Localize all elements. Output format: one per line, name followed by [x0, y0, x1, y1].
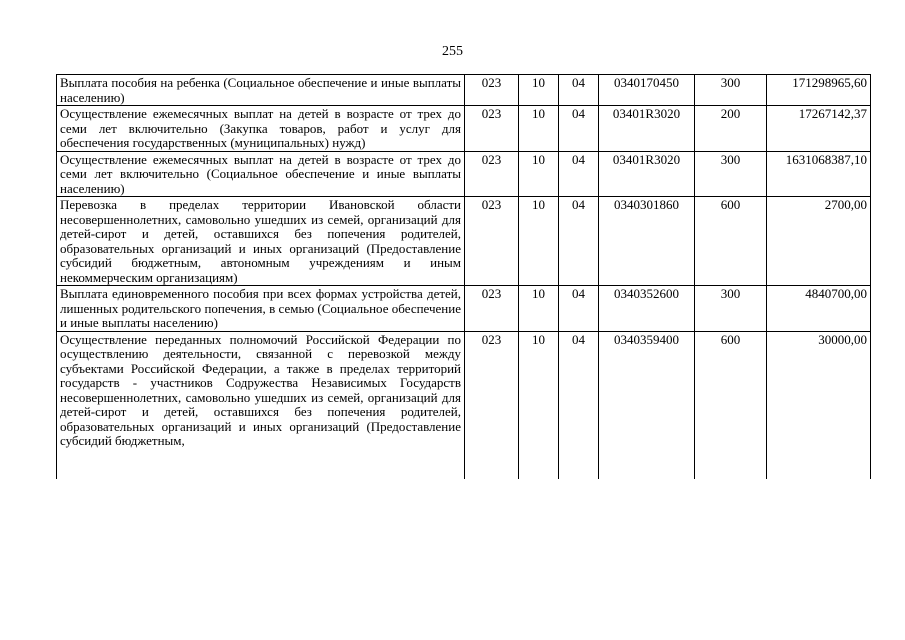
section-code: 10 — [519, 75, 559, 106]
subsection-code: 04 — [559, 197, 599, 286]
amount: 30000,00 — [767, 331, 871, 479]
table-row — [57, 197, 871, 286]
expense-type-code: 600 — [695, 197, 767, 286]
subsection-code: 04 — [559, 106, 599, 152]
target-article-code: 0340301860 — [599, 197, 695, 286]
ministry-code: 023 — [465, 75, 519, 106]
ministry-code: 023 — [465, 151, 519, 197]
row-description: Перевозка в пределах территории Ивановской области несовершеннолетних, самовольно ушедших из семей, организаций для детей-сирот и детей, оставшихся без попечения родителей, образовательных организаций и иных организаций (Предоставление субсидий бюджетным, автономным учреждениям и иным некоммерческим организациям) — [57, 197, 465, 286]
row-description: Осуществление ежемесячных выплат на детей в возрасте от трех до семи лет включительно (Закупка товаров, работ и услуг для обеспечения государственных (муниципальных) нужд) — [57, 106, 465, 152]
expense-type-code: 300 — [695, 151, 767, 197]
section-code: 10 — [519, 151, 559, 197]
section-code: 10 — [519, 106, 559, 152]
subsection-code: 04 — [559, 331, 599, 479]
amount: 4840700,00 — [767, 286, 871, 332]
row-description: Осуществление переданных полномочий Российской Федерации по осуществлению деятельности, связанной с перевозкой между субъектами Российской Федерации, а также в пределах территорий государств - участников Содружества Независимых Государств несовершеннолетних, самовольно ушедших из семей, организаций для детей-сирот и детей, оставшихся без попечения родителей, образовательных организаций и иных организаций (Предоставление субсидий бюджетным, — [57, 331, 465, 479]
expense-type-code: 200 — [695, 106, 767, 152]
ministry-code: 023 — [465, 197, 519, 286]
ministry-code: 023 — [465, 106, 519, 152]
table-row — [57, 75, 871, 106]
target-article-code: 03401R3020 — [599, 106, 695, 152]
row-description: Осуществление ежемесячных выплат на детей в возрасте от трех до семи лет включительно (Социальное обеспечение и иные выплаты населению) — [57, 151, 465, 197]
target-article-code: 0340359400 — [599, 331, 695, 479]
budget-table — [56, 74, 871, 479]
amount: 171298965,60 — [767, 75, 871, 106]
target-article-code: 0340170450 — [599, 75, 695, 106]
expense-type-code: 300 — [695, 75, 767, 106]
amount: 2700,00 — [767, 197, 871, 286]
ministry-code: 023 — [465, 331, 519, 479]
amount: 1631068387,10 — [767, 151, 871, 197]
table-row — [57, 331, 871, 479]
table-row — [57, 106, 871, 152]
subsection-code: 04 — [559, 151, 599, 197]
target-article-code: 0340352600 — [599, 286, 695, 332]
section-code: 10 — [519, 286, 559, 332]
expense-type-code: 300 — [695, 286, 767, 332]
section-code: 10 — [519, 331, 559, 479]
row-description: Выплата единовременного пособия при всех формах устройства детей, лишенных родительского попечения, в семью (Социальное обеспечение и иные выплаты населению) — [57, 286, 465, 332]
subsection-code: 04 — [559, 286, 599, 332]
subsection-code: 04 — [559, 75, 599, 106]
ministry-code: 023 — [465, 286, 519, 332]
page-number: 255 — [442, 44, 463, 59]
amount: 17267142,37 — [767, 106, 871, 152]
target-article-code: 03401R3020 — [599, 151, 695, 197]
expense-type-code: 600 — [695, 331, 767, 479]
row-description: Выплата пособия на ребенка (Социальное обеспечение и иные выплаты населению) — [57, 75, 465, 106]
table-row — [57, 151, 871, 197]
table-row — [57, 286, 871, 332]
section-code: 10 — [519, 197, 559, 286]
